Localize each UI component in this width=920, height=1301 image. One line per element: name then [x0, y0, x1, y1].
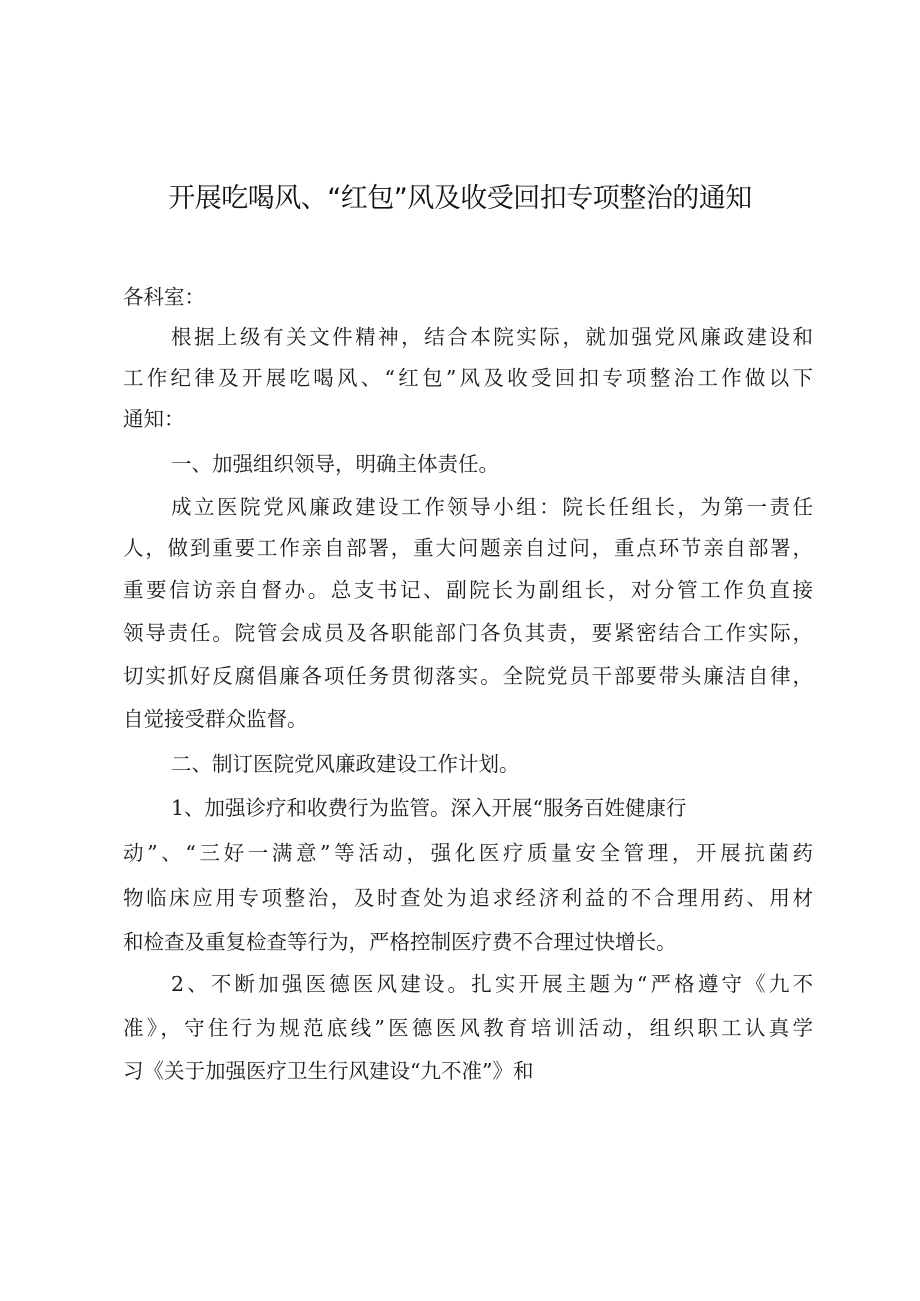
- paragraph-4-line-1: 2、不断加强医德医风建设。扎实开展主题为“严格遵守《九不: [171, 972, 813, 996]
- paragraph-3-line-3: 物临床应用专项整治，及时查处为追求经济利益的不合理用药、用材: [123, 886, 813, 910]
- section-heading-2: 二、制订医院党风廉政建设工作计划。: [171, 752, 520, 776]
- paragraph-2-line-3: 重要信访亲自督办。总支书记、副院长为副组长，对分管工作负直接: [123, 578, 813, 602]
- paragraph-2-line-6: 自觉接受群众监督。: [123, 707, 308, 731]
- paragraph-4-line-2: 准》，守住行为规范底线”医德医风教育培训活动，组织职工认真学: [123, 1016, 813, 1040]
- paragraph-1-line-2: 工作纪律及开展吃喝风、“红包”风及收受回扣专项整治工作做以下: [123, 366, 813, 390]
- paragraph-2-line-1: 成立医院党风廉政建设工作领导小组：院长任组长，为第一责任: [171, 495, 813, 519]
- paragraph-4-line-3: 习《关于加强医疗卫生行风建设“九不准”》和: [123, 1059, 534, 1083]
- section-heading-1: 一、加强组织领导，明确主体责任。: [171, 452, 499, 476]
- paragraph-1-line-3: 通知：: [123, 407, 185, 431]
- document-title: 开展吃喝风、“红包”风及收受回扣专项整治的通知: [168, 183, 752, 214]
- paragraph-3-line-1: 1、加强诊疗和收费行为监管。深入开展“服务百姓健康行: [171, 796, 687, 820]
- paragraph-2-line-4: 领导责任。院管会成员及各职能部门各负其责，要紧密结合工作实际，: [123, 621, 813, 645]
- paragraph-2-line-2: 人，做到重要工作亲自部署，重大问题亲自过问，重点环节亲自部署，: [123, 536, 813, 560]
- paragraph-3-line-4: 和检查及重复检查等行为，严格控制医疗费不合理过快增长。: [123, 930, 677, 954]
- salutation: 各科室：: [123, 285, 205, 309]
- paragraph-1-line-1: 根据上级有关文件精神，结合本院实际，就加强党风廉政建设和: [171, 325, 813, 349]
- paragraph-2-line-5: 切实抓好反腐倡廉各项任务贯彻落实。全院党员干部要带头廉洁自律，: [123, 664, 813, 688]
- paragraph-3-line-2: 动”、“三好一满意”等活动，强化医疗质量安全管理，开展抗菌药: [123, 841, 813, 865]
